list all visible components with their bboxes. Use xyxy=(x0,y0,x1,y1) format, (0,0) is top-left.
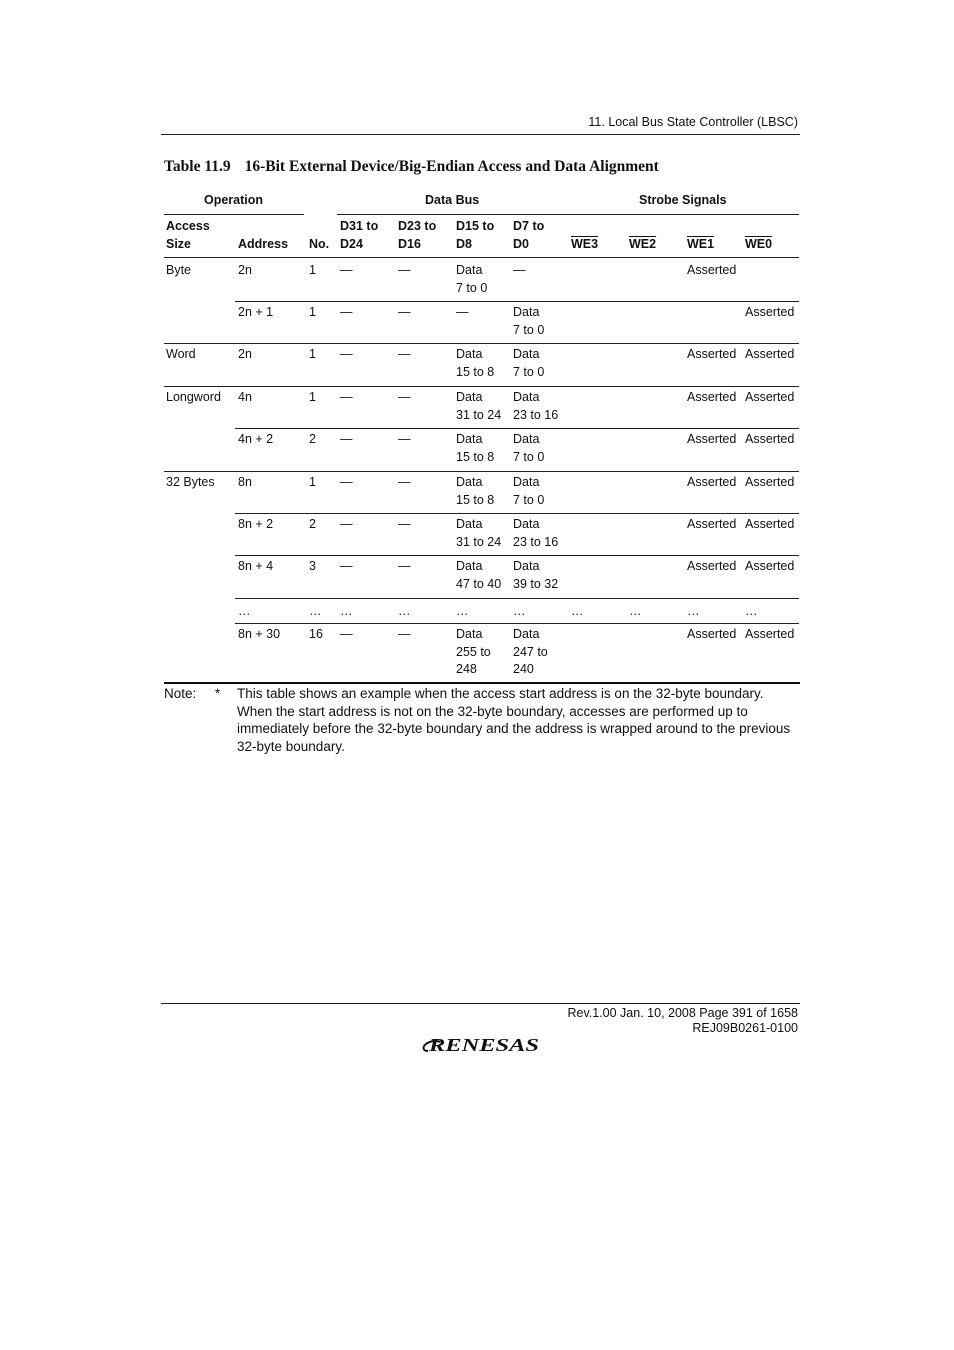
cell-we1: … xyxy=(687,604,700,618)
cell-d15 xyxy=(456,389,501,424)
cell-we0: Asserted xyxy=(745,517,795,531)
group-operation: Operation xyxy=(204,193,264,207)
cell-d7 xyxy=(513,474,544,509)
cell-d7 xyxy=(513,626,548,679)
cell-d31: — xyxy=(340,263,353,277)
cell-we1: Asserted xyxy=(687,263,737,277)
cell-line: — xyxy=(513,263,526,277)
cell-d23: … xyxy=(398,604,411,618)
header-bottom-rule xyxy=(164,257,799,258)
cell-line: Data xyxy=(513,390,540,404)
cell-size: Word xyxy=(166,347,196,361)
table-bottom-rule xyxy=(164,682,800,684)
cell-addr: 8n + 4 xyxy=(238,559,274,573)
cell-line: 23 to 16 xyxy=(513,534,559,549)
col-d31-line1: D31 to xyxy=(340,219,379,233)
col-d15-d8 xyxy=(456,218,494,253)
cell-d15 xyxy=(456,346,494,381)
cell-d15 xyxy=(456,626,491,679)
cell-d23: — xyxy=(398,305,411,319)
cell-d7 xyxy=(513,304,544,339)
cell-addr: 4n xyxy=(238,390,252,404)
cell-line: Data xyxy=(456,559,483,573)
cell-d31: — xyxy=(340,475,353,489)
cell-line: — xyxy=(456,305,469,319)
cell-line: Data xyxy=(456,432,483,446)
cell-line: Data xyxy=(513,559,540,573)
cell-line: Data xyxy=(513,305,540,319)
cell-d31: — xyxy=(340,305,353,319)
cell-we1: Asserted xyxy=(687,475,737,489)
col-we1: WE1 xyxy=(687,237,715,251)
cell-line: 247 to xyxy=(513,644,548,659)
cell-d23: — xyxy=(398,432,411,446)
note-label: Note: xyxy=(164,686,197,701)
table-title-text: 16-Bit External Device/Big-Endian Access and Data Alignment xyxy=(244,158,659,175)
header-rule xyxy=(161,134,800,135)
cell-no: 1 xyxy=(309,347,316,361)
cell-d7 xyxy=(513,389,558,424)
cell-d31: — xyxy=(340,347,353,361)
renesas-logo xyxy=(420,1033,542,1055)
cell-we0: Asserted xyxy=(745,559,795,573)
cell-line: Data xyxy=(513,347,540,361)
cell-addr: 2n xyxy=(238,263,252,277)
cell-we1: Asserted xyxy=(687,559,737,573)
cell-line: 23 to 16 xyxy=(513,407,559,422)
cell-we0: Asserted xyxy=(745,347,795,361)
cell-d15 xyxy=(456,558,501,593)
cell-addr: … xyxy=(238,604,251,618)
col-d23-d16 xyxy=(398,218,436,253)
cell-line: 240 xyxy=(513,662,534,676)
cell-we0: … xyxy=(745,604,758,618)
cell-d7 xyxy=(513,346,544,381)
cell-we2: … xyxy=(629,604,642,618)
data-strobe-group-rule xyxy=(337,214,799,215)
cell-d31: — xyxy=(340,432,353,446)
cell-no: 1 xyxy=(309,305,316,319)
col-we2: WE2 xyxy=(629,237,657,251)
cell-we0: Asserted xyxy=(745,305,795,319)
col-we3: WE3 xyxy=(571,237,599,251)
cell-we1: Asserted xyxy=(687,432,737,446)
cell-d7 xyxy=(513,431,544,466)
cell-no: 1 xyxy=(309,475,316,489)
cell-line: 15 to 8 xyxy=(456,449,495,464)
cell-line: 7 to 0 xyxy=(513,449,545,464)
footer-rule xyxy=(161,1003,800,1004)
cell-d23: — xyxy=(398,475,411,489)
cell-addr: 2n + 1 xyxy=(238,305,274,319)
cell-we1: Asserted xyxy=(687,390,737,404)
row-separator xyxy=(235,555,799,556)
col-no: No. xyxy=(309,237,330,251)
cell-d7 xyxy=(513,558,558,593)
cell-we1: Asserted xyxy=(687,517,737,531)
cell-we0: Asserted xyxy=(745,627,795,641)
cell-d31: — xyxy=(340,627,353,641)
cell-no: 2 xyxy=(309,517,316,531)
cell-d23: — xyxy=(398,263,411,277)
col-d31-line2: D24 xyxy=(340,236,363,251)
cell-line: Data xyxy=(456,517,483,531)
cell-line: Data xyxy=(456,347,483,361)
col-d31-d24 xyxy=(340,218,378,253)
cell-d31: … xyxy=(340,604,353,618)
cell-no: 3 xyxy=(309,559,316,573)
cell-d7 xyxy=(513,603,526,621)
col-d23-line1: D23 to xyxy=(398,219,437,233)
cell-d15 xyxy=(456,304,469,322)
cell-line: 7 to 0 xyxy=(513,364,545,379)
cell-d7 xyxy=(513,262,526,280)
cell-line: 255 to xyxy=(456,644,491,659)
row-separator xyxy=(235,513,799,514)
cell-line: … xyxy=(513,604,526,618)
cell-we0: Asserted xyxy=(745,475,795,489)
cell-d31: — xyxy=(340,390,353,404)
running-header: 11. Local Bus State Controller (LBSC) xyxy=(588,115,798,129)
cell-line: 248 xyxy=(456,662,477,676)
cell-no: 1 xyxy=(309,263,316,277)
cell-we0: Asserted xyxy=(745,390,795,404)
row-separator xyxy=(164,471,799,472)
footer-revision: Rev.1.00 Jan. 10, 2008 Page 391 of 1658 xyxy=(567,1006,798,1020)
cell-d23: — xyxy=(398,517,411,531)
group-strobe-signals: Strobe Signals xyxy=(639,193,727,207)
cell-addr: 8n xyxy=(238,475,252,489)
cell-addr: 2n xyxy=(238,347,252,361)
group-data-bus: Data Bus xyxy=(425,193,480,207)
col-access-size-line2: Size xyxy=(166,236,192,251)
cell-we1: Asserted xyxy=(687,627,737,641)
cell-d15 xyxy=(456,516,501,551)
cell-line: Data xyxy=(456,390,483,404)
cell-no: 1 xyxy=(309,390,316,404)
cell-d23: — xyxy=(398,559,411,573)
col-d7-line1: D7 to xyxy=(513,219,545,233)
cell-addr: 8n + 2 xyxy=(238,517,274,531)
cell-line: 15 to 8 xyxy=(456,492,495,507)
col-address: Address xyxy=(238,237,289,251)
cell-d15 xyxy=(456,474,494,509)
col-access-size xyxy=(166,218,210,253)
cell-d15 xyxy=(456,431,494,466)
note-marker: * xyxy=(215,686,221,701)
cell-size: Byte xyxy=(166,263,192,277)
cell-line: Data xyxy=(456,627,483,641)
cell-line: 7 to 0 xyxy=(513,322,545,337)
cell-no: … xyxy=(309,604,322,618)
row-separator xyxy=(235,623,799,624)
note-text: This table shows an example when the access start address is on the 32-byte boundary. When the start address is not on the 32-byte boundary, accesses are performed up to immediately before the 32-byte boundary and the address is wrapped around to the previous 32-byte boundary. xyxy=(237,686,791,754)
row-separator xyxy=(235,428,799,429)
cell-line: 31 to 24 xyxy=(456,407,502,422)
cell-size: Longword xyxy=(166,390,221,404)
col-access-size-line1: Access xyxy=(166,219,210,233)
cell-addr: 4n + 2 xyxy=(238,432,274,446)
cell-line: Data xyxy=(456,475,483,489)
cell-size: 32 Bytes xyxy=(166,475,215,489)
cell-d23: — xyxy=(398,347,411,361)
cell-line: Data xyxy=(513,517,540,531)
cell-d15 xyxy=(456,262,487,297)
cell-line: 7 to 0 xyxy=(456,280,488,295)
cell-line: 39 to 32 xyxy=(513,576,559,591)
cell-we0: Asserted xyxy=(745,432,795,446)
cell-line: Data xyxy=(513,627,540,641)
footer-doc-number: REJ09B0261-0100 xyxy=(692,1021,798,1035)
col-d7-line2: D0 xyxy=(513,236,529,251)
col-d23-line2: D16 xyxy=(398,236,421,251)
cell-no: 16 xyxy=(309,627,323,641)
table-title xyxy=(164,158,659,176)
cell-d7 xyxy=(513,516,558,551)
cell-line: Data xyxy=(456,263,483,277)
cell-we3: … xyxy=(571,604,584,618)
row-separator xyxy=(235,301,799,302)
cell-d23: — xyxy=(398,627,411,641)
col-we0: WE0 xyxy=(745,237,773,251)
col-d15-line1: D15 to xyxy=(456,219,495,233)
cell-line: 15 to 8 xyxy=(456,364,495,379)
operation-group-rule xyxy=(164,214,304,215)
cell-line: 47 to 40 xyxy=(456,576,502,591)
cell-addr: 8n + 30 xyxy=(238,627,281,641)
cell-line: Data xyxy=(513,475,540,489)
cell-we1: Asserted xyxy=(687,347,737,361)
cell-no: 2 xyxy=(309,432,316,446)
cell-d23: — xyxy=(398,390,411,404)
cell-d31: — xyxy=(340,517,353,531)
row-separator xyxy=(235,598,799,599)
logo-text: RENESAS xyxy=(427,1035,539,1055)
cell-d31: — xyxy=(340,559,353,573)
table-number: Table 11.9 xyxy=(164,158,231,175)
row-separator xyxy=(164,343,799,344)
cell-line: Data xyxy=(513,432,540,446)
cell-line: 7 to 0 xyxy=(513,492,545,507)
col-d7-d0 xyxy=(513,218,544,253)
cell-d15 xyxy=(456,603,469,621)
cell-line: 31 to 24 xyxy=(456,534,502,549)
cell-line: … xyxy=(456,604,469,618)
col-d15-line2: D8 xyxy=(456,236,472,251)
row-separator xyxy=(164,386,799,387)
